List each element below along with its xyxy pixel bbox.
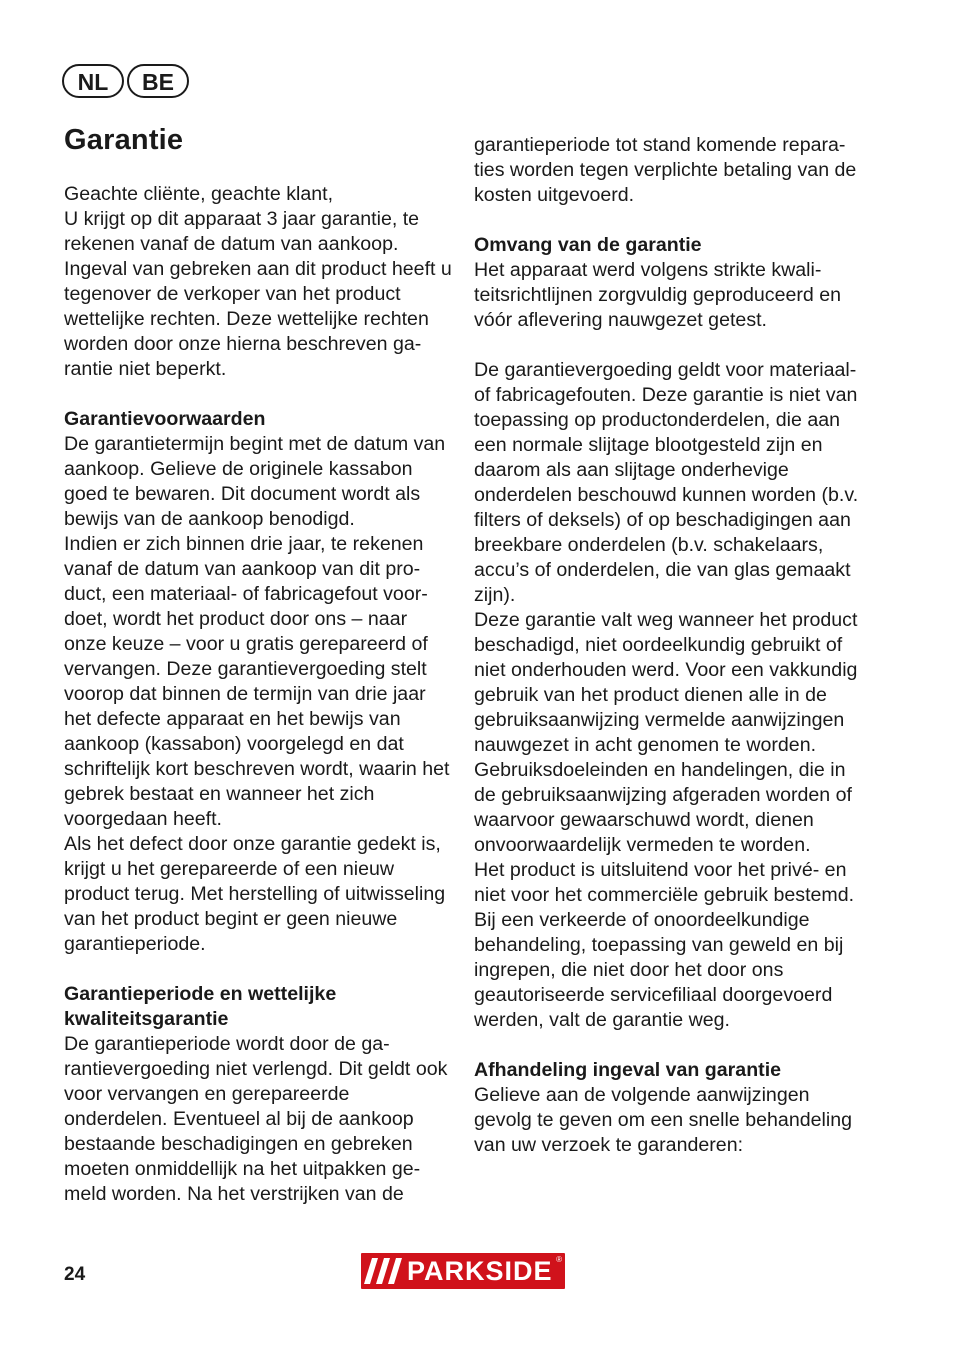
handling-paragraph: Gelieve aan de volgende aanwijzingen gevolg te geven om een snelle behandeling van uw verzoek te garanderen:: [474, 1084, 853, 1156]
scope-paragraph-3: Deze garantie valt weg wanneer het product beschadigd, niet oordeelkundig gebruikt of niet onderhouden werd. Voor een vakkundig gebruik van het product dienen alle in de gebruiksaanwijzing vermelde aanwijzingen nauwgezet in acht genomen te worden. Gebruiksdoeleinden en handelingen, die in de gebruiksaanwijzing afgeraden worden of waarvoor gewaarschuwd wordt, dienen onvoorwaardelijk vermeden te worden.: [474, 609, 858, 856]
language-badge-nl: NL: [62, 64, 124, 98]
parkside-logo: [361, 1253, 565, 1289]
page-title: Garantie: [64, 124, 184, 156]
conditions-paragraph-2: Indien er zich binnen drie jaar, te rekenen vanaf de datum van aankoop van dit product, een materiaal- of fabricagefout voordoet, wordt het product door ons – naar onze keuze – voor u gratis gerepareerd of vervangen. Deze garantievergoeding stelt voorop dat binnen de termijn van drie jaar het defecte apparaat en het bewijs van aankoop (kassabon) voorgelegd en dat schriftelijk kort beschreven wordt, waarin het gebrek bestaat en wanneer het zich voorgedaan heeft.: [64, 533, 450, 830]
heading-scope: Omvang van de garantie: [474, 234, 702, 256]
period-paragraph-continued: garantieperiode tot stand komende reparaties worden tegen verplichte betaling van de kosten uitgevoerd.: [474, 134, 857, 206]
language-badge-be: BE: [127, 64, 189, 98]
intro-paragraph: U krijgt op dit apparaat 3 jaar garantie, te rekenen vanaf de datum van aankoop. Ingeval van gebreken aan dit product heeft u tegenover de verkoper van het product wettelijke rechten. Deze wettelijke rechten worden door onze hierna beschreven garantie niet beperkt.: [64, 208, 452, 380]
heading-handling: Afhandeling ingeval van garantie: [474, 1059, 782, 1081]
scope-paragraph-4: Het product is uitsluitend voor het privé- en niet voor het commerciële gebruik bestemd. Bij een verkeerde of onoordeelkundige behandeling, toepassing van geweld en bij ingrepen, die niet door het door ons geautoriseerde servicefiliaal doorgevoerd werden, valt de garantie weg.: [474, 859, 855, 1031]
logo-stripes-icon: [361, 1253, 407, 1289]
page-number: 24: [64, 1264, 86, 1285]
period-paragraph: De garantieperiode wordt door de garantievergoeding niet verlengd. Dit geldt ook voor vervangen en gerepareerde onderdelen. Eventueel al bij de aankoop bestaande beschadigingen en gebreken moeten onmiddellijk na het uitpakken gemeld worden. Na het verstrijken van de: [64, 1033, 448, 1205]
heading-conditions: Garantievoorwaarden: [64, 408, 266, 430]
scope-paragraph-1: Het apparaat werd volgens strikte kwaliteitsrichtlijnen zorgvuldig geproduceerd en vóór aflevering nauwgezet getest.: [474, 259, 842, 331]
logo-registered-mark: ®: [556, 1255, 562, 1264]
greeting: Geachte cliënte, geachte klant,: [64, 183, 334, 205]
logo-text: PARKSIDE: [407, 1256, 553, 1286]
left-column: [64, 182, 454, 1207]
heading-period: Garantieperiode en wettelijke kwaliteitsgarantie: [64, 983, 337, 1030]
scope-paragraph-2: De garantievergoeding geldt voor materiaal- of fabricagefouten. Deze garantie is niet van toepassing op productonderdelen, die aan een normale slijtage blootgesteld zijn en daarom als aan slijtage onderhevige onderdelen beschouwd kunnen worden (b.v. filters of deksels) of op beschadigingen aan breekbare onderdelen (b.v. schakelaars, accu’s of onderdelen, die van glas gemaakt zijn).: [474, 359, 859, 606]
conditions-paragraph-1: De garantietermijn begint met de datum van aankoop. Gelieve de originele kassabon goed te bewaren. Dit document wordt als bewijs van de aankoop benodigd.: [64, 433, 446, 530]
conditions-paragraph-3: Als het defect door onze garantie gedekt is, krijgt u het gerepareerde of een nieuw product terug. Met herstelling of uitwisseling van het product begint er geen nieuwe garantieperiode.: [64, 833, 446, 955]
right-column: [474, 133, 864, 1158]
